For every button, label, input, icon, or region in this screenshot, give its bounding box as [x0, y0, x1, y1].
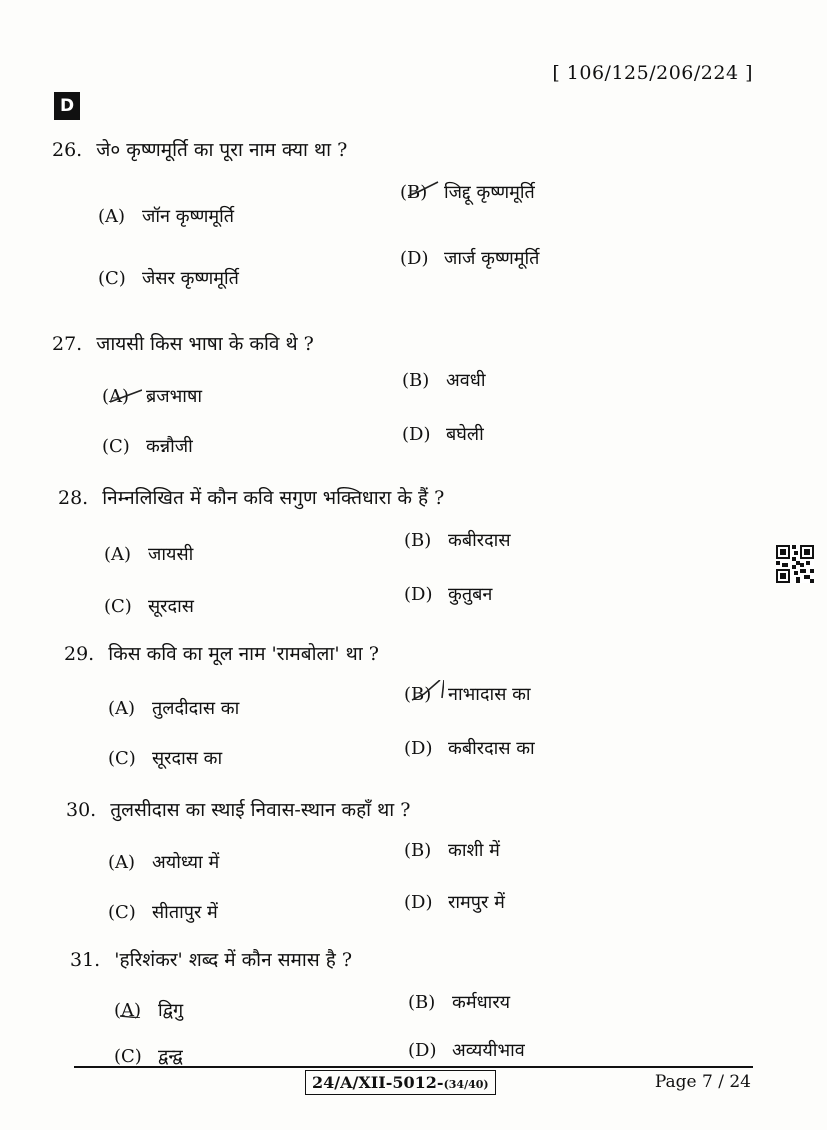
question-text: किस कवि का मूल नाम 'रामबोला' था ? — [108, 643, 379, 665]
marked-answer: (B) — [404, 684, 448, 705]
paper-code: 24/A/XII-5012-(34/40) — [305, 1070, 496, 1095]
option-d: (D) बघेली — [402, 424, 484, 445]
option-b: (B) कर्मधारय — [408, 992, 511, 1013]
option-d: (D) रामपुर में — [404, 892, 505, 913]
footer-divider — [74, 1066, 753, 1068]
option-a: (A) जॉन कृष्णमूर्ति — [98, 206, 235, 227]
option-d: (D) अव्ययीभाव — [408, 1040, 525, 1061]
option-a: (A) द्विगु — [114, 998, 183, 1022]
question-29 — [0, 640, 827, 810]
option-a: (A) ब्रजभाषा — [102, 384, 202, 408]
option-b: (B) काशी में — [404, 840, 500, 861]
question-number: 31. — [70, 949, 101, 971]
question-number: 28. — [58, 487, 89, 509]
page-number: Page 7 / 24 — [654, 1072, 751, 1092]
option-d: (D) कबीरदास का — [404, 738, 535, 759]
option-b: (B) जिद्दू कृष्णमूर्ति — [400, 180, 535, 204]
question-26 — [0, 136, 827, 306]
question-30 — [0, 796, 827, 966]
option-a: (A) अयोध्या में — [108, 852, 220, 873]
option-c: (C) कन्नौजी — [102, 436, 193, 457]
option-c: (C) जेसर कृष्णमूर्ति — [98, 268, 239, 289]
option-c: (C) सूरदास — [104, 596, 194, 617]
question-28 — [0, 484, 827, 654]
marked-answer: (B) — [400, 182, 444, 203]
option-c: (C) द्वन्द्व — [114, 1046, 183, 1067]
question-number: 29. — [64, 643, 95, 665]
option-b: (B) अवधी — [402, 370, 486, 391]
option-b: (B) कबीरदास — [404, 530, 511, 551]
question-27 — [0, 330, 827, 500]
option-b: (B) नाभादास का — [404, 682, 531, 706]
option-d: (D) जार्ज कृष्णमूर्ति — [400, 248, 540, 269]
paper-codes: [ 106/125/206/224 ] — [552, 62, 753, 84]
qr-code-icon — [776, 545, 814, 583]
question-text: 'हरिशंकर' शब्द में कौन समास है ? — [114, 949, 353, 971]
option-d: (D) कुतुबन — [404, 584, 493, 605]
question-number: 30. — [66, 799, 97, 821]
marked-answer: (A) — [114, 1000, 158, 1021]
option-a: (A) जायसी — [104, 544, 194, 565]
set-label: D — [54, 92, 80, 120]
option-a: (A) तुलदीदास का — [108, 698, 240, 719]
question-number: 27. — [52, 333, 83, 355]
question-text: जायसी किस भाषा के कवि थे ? — [96, 333, 314, 355]
marked-answer: (A) — [102, 386, 146, 407]
question-text: निम्नलिखित में कौन कवि सगुण भक्तिधारा के हैं ? — [102, 487, 445, 509]
question-text: तुलसीदास का स्थाई निवास-स्थान कहाँ था ? — [110, 799, 411, 821]
question-text: जे० कृष्णमूर्ति का पूरा नाम क्या था ? — [96, 139, 348, 161]
option-c: (C) सीतापुर में — [108, 902, 218, 923]
question-number: 26. — [52, 139, 83, 161]
option-c: (C) सूरदास का — [108, 748, 223, 769]
